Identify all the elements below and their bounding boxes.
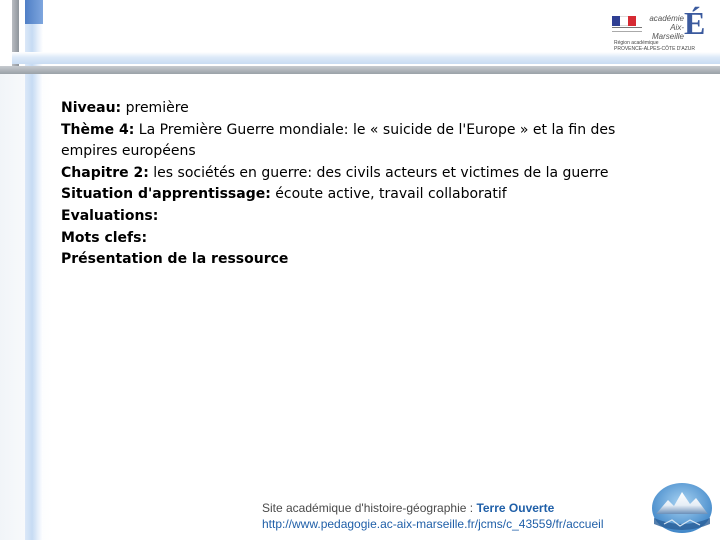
logo-academie-line2: Aix-Marseille — [651, 23, 684, 41]
vertical-blue-bar-top — [25, 0, 43, 24]
chapitre-value: les sociétés en guerre: des civils acteurs et victimes de la guerre — [153, 164, 609, 181]
situation-value: écoute active, travail collaboratif — [275, 186, 507, 203]
resource-description — [61, 98, 661, 271]
logo-e-mark: É — [684, 5, 706, 41]
horizontal-grey-bar — [0, 66, 720, 74]
logo-academie-text — [648, 14, 684, 41]
logo-academie-line1: académie — [649, 14, 684, 23]
logo-ministry-lines — [612, 27, 642, 32]
footer-prefix: Site académique d'histoire-géographie : — [262, 501, 477, 515]
situation-line — [61, 184, 661, 206]
horizontal-blue-bar — [12, 52, 720, 64]
niveau-value: première — [125, 100, 189, 116]
situation-label: Situation d'apprentissage: — [61, 186, 271, 203]
evaluations-label: Evaluations: — [61, 207, 159, 224]
chapitre-line — [61, 163, 661, 185]
academie-logo-icon — [612, 6, 712, 52]
footer-url[interactable]: http://www.pedagogie.ac-aix-marseille.fr/jcms/c_43559/fr/accueil — [262, 517, 604, 531]
terre-ouverte-globe-icon — [650, 480, 714, 534]
logo-region-line1: Région académique — [614, 40, 659, 46]
presentation-line — [61, 249, 661, 271]
theme-line — [61, 120, 661, 163]
niveau-label: Niveau: — [61, 100, 122, 116]
french-flag-icon — [612, 16, 636, 26]
mots-clefs-label: Mots clefs: — [61, 229, 148, 246]
vertical-blue-bar — [25, 0, 43, 540]
footer-site-line — [262, 500, 603, 516]
chapitre-label: Chapitre 2: — [61, 164, 149, 181]
niveau-line — [61, 98, 661, 120]
presentation-label: Présentation de la ressource — [61, 251, 289, 268]
evaluations-line — [61, 206, 661, 228]
logo-region-text — [614, 40, 695, 52]
mots-clefs-line — [61, 228, 661, 250]
footer-site-name[interactable]: Terre Ouverte — [476, 501, 555, 515]
footer — [262, 500, 603, 532]
theme-label: Thème 4: — [61, 121, 135, 138]
logo-region-line2: PROVENCE-ALPES-CÔTE D'AZUR — [614, 46, 695, 52]
theme-value: La Première Guerre mondiale: le « suicide de l'Europe » et la fin des empires européens — [61, 121, 616, 160]
